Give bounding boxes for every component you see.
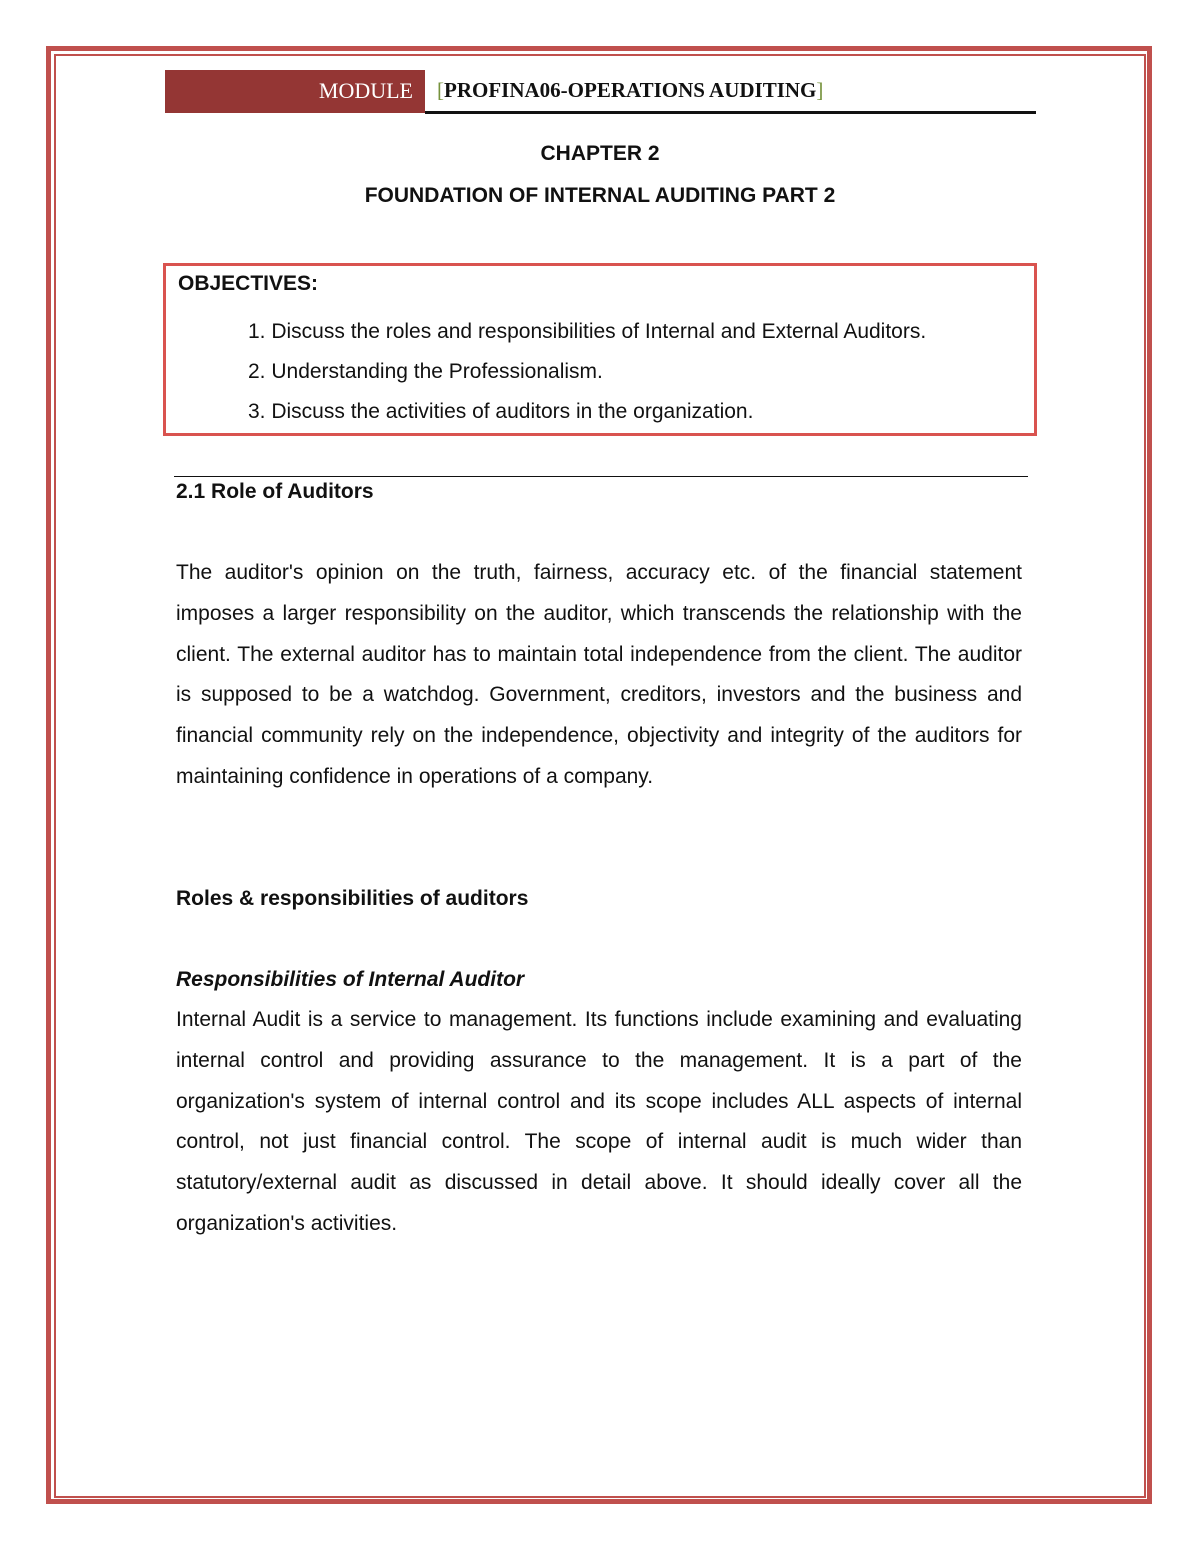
objective-item: 1. Discuss the roles and responsibilities of Internal and External Auditors. <box>248 320 927 343</box>
bracket: [ <box>437 78 444 102</box>
course-name: PROFINA06-OPERATIONS AUDITING <box>444 78 817 102</box>
objective-item: 3. Discuss the activities of auditors in the organization. <box>248 400 754 423</box>
section-paragraph: The auditor's opinion on the truth, fairness, accuracy etc. of the financial statement imposes a larger responsibility on the auditor, which transcends the relationship with the client. The external auditor has to maintain total independence from the client. The auditor is supposed to be a watchdog. Government, creditors, investors and the business and financial community rely on the independence, objectivity and integrity of the auditors for maintaining confidence in operations of a company. <box>176 561 1022 788</box>
objectives-heading: OBJECTIVES: <box>178 272 319 295</box>
objectives-box <box>163 263 1037 436</box>
internal-paragraph: Internal Audit is a service to management. Its functions include examining and evaluating internal control and providing assurance to the management. It is a part of the organization's system of internal control and its scope includes ALL aspects of internal control, not just financial control. The scope of internal audit is much wider than statutory/external audit as discussed in detail above. It should ideally cover all the organization's activities. <box>176 1008 1022 1235</box>
section-heading: 2.1 Role of Auditors <box>176 480 374 503</box>
roles-heading: Roles & responsibilities of auditors <box>176 887 529 910</box>
internal-heading: Responsibilities of Internal Auditor <box>176 968 525 991</box>
module-label: MODULE <box>165 70 425 113</box>
objectives-list <box>248 312 926 432</box>
bracket: ] <box>816 78 824 102</box>
section-rule <box>174 476 1028 477</box>
chapter-title: FOUNDATION OF INTERNAL AUDITING PART 2 <box>364 184 836 207</box>
objective-item: 2. Understanding the Professionalism. <box>248 360 603 383</box>
course-title <box>437 78 823 103</box>
header-rule <box>425 111 1036 114</box>
chapter-number: CHAPTER 2 <box>540 142 660 165</box>
